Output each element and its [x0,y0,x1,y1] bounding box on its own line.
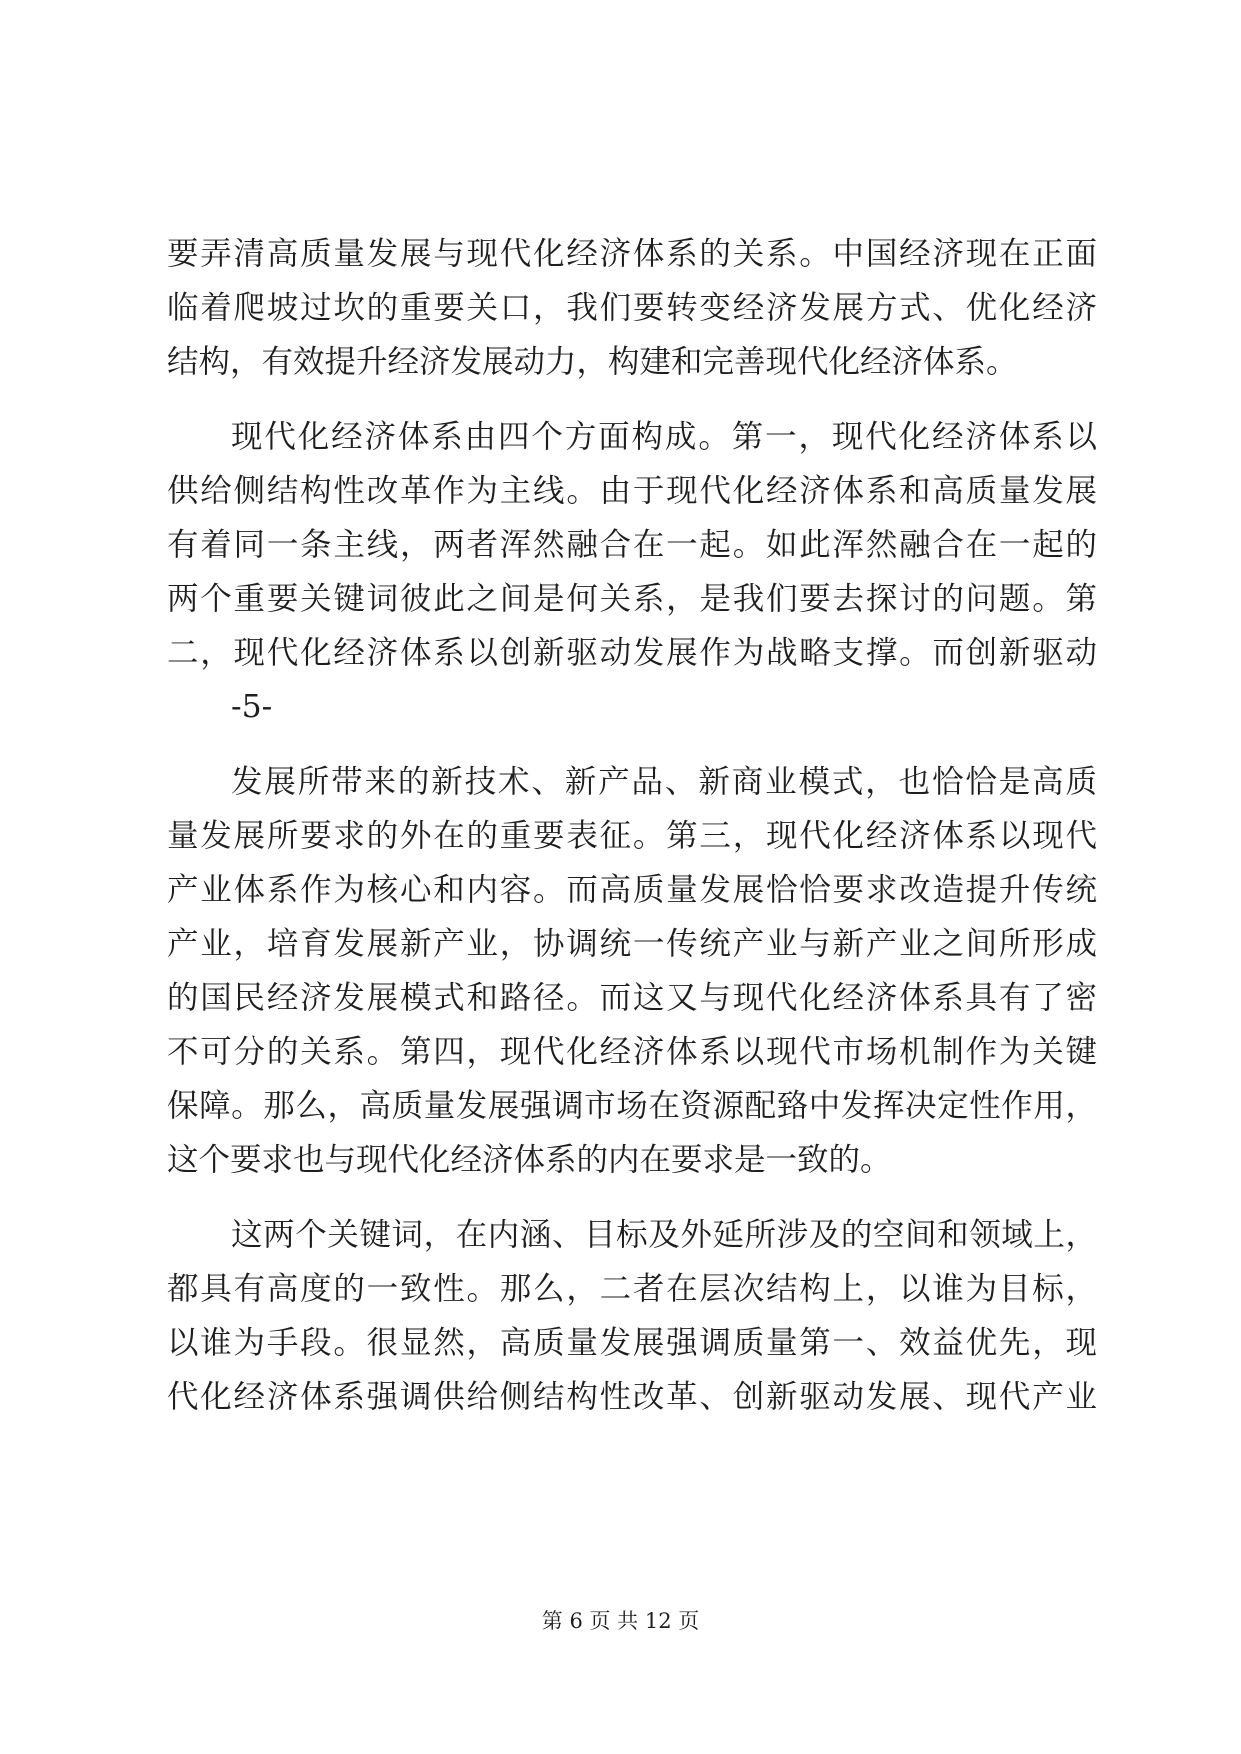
text-line: 发展所带来的新技术、新产品、新商业模式，也恰恰是高质 [231,764,1097,800]
text-line: 代化经济体系强调供给侧结构性改革、创新驱动发展、现代产业 [167,1379,1097,1415]
paragraph-gap [167,389,1097,410]
text-line: 不可分的关系。第四，现代化经济体系以现代市场机制作为关键 [167,1034,1097,1070]
page-footer: 第 6 页 共 12 页 [541,1609,700,1633]
text-line: 保障。那么，高质量发展强调市场在资源配臵中发挥决定性作用， [167,1088,1097,1124]
text-line: 的国民经济发展模式和路径。而这又与现代化经济体系具有了密 [167,980,1097,1016]
text-line: 要弄清高质量发展与现代化经济体系的关系。中国经济现在正面 [167,236,1097,272]
paragraph-gap [167,734,1097,755]
text-line: 现代化经济体系由四个方面构成。第一，现代化经济体系以 [231,419,1097,455]
body-text [167,227,1097,1424]
text-line: 临着爬坡过坎的重要关口，我们要转变经济发展方式、优化经济 [167,290,1097,326]
inline-page-number: -5- [231,689,273,725]
text-line: 都具有高度的一致性。那么，二者在层次结构上，以谁为目标， [167,1271,1097,1307]
text-line: 量发展所要求的外在的重要表征。第三，现代化经济体系以现代 [167,818,1097,854]
text-line: 这个要求也与现代化经济体系的内在要求是一致的。 [167,1142,892,1178]
text-line: 产业体系作为核心和内容。而高质量发展恰恰要求改造提升传统 [167,872,1097,908]
text-line: 这两个关键词，在内涵、目标及外延所涉及的空间和领域上， [231,1217,1097,1253]
text-line: 供给侧结构性改革作为主线。由于现代化经济体系和高质量发展 [167,473,1097,509]
text-line: 产业，培育发展新产业，协调统一传统产业与新产业之间所形成 [167,926,1097,962]
text-line: 两个重要关键词彼此之间是何关系，是我们要去探讨的问题。第 [167,581,1097,617]
text-line: 有着同一条主线，两者浑然融合在一起。如此浑然融合在一起的 [167,527,1097,563]
text-line: 以谁为手段。很显然，高质量发展强调质量第一、效益优先，现 [167,1325,1097,1361]
text-line: 结构，有效提升经济发展动力，构建和完善现代化经济体系。 [167,344,1018,380]
paragraph-gap [167,1187,1097,1208]
text-line: 二，现代化经济体系以创新驱动发展作为战略支撑。而创新驱动 [167,635,1097,671]
